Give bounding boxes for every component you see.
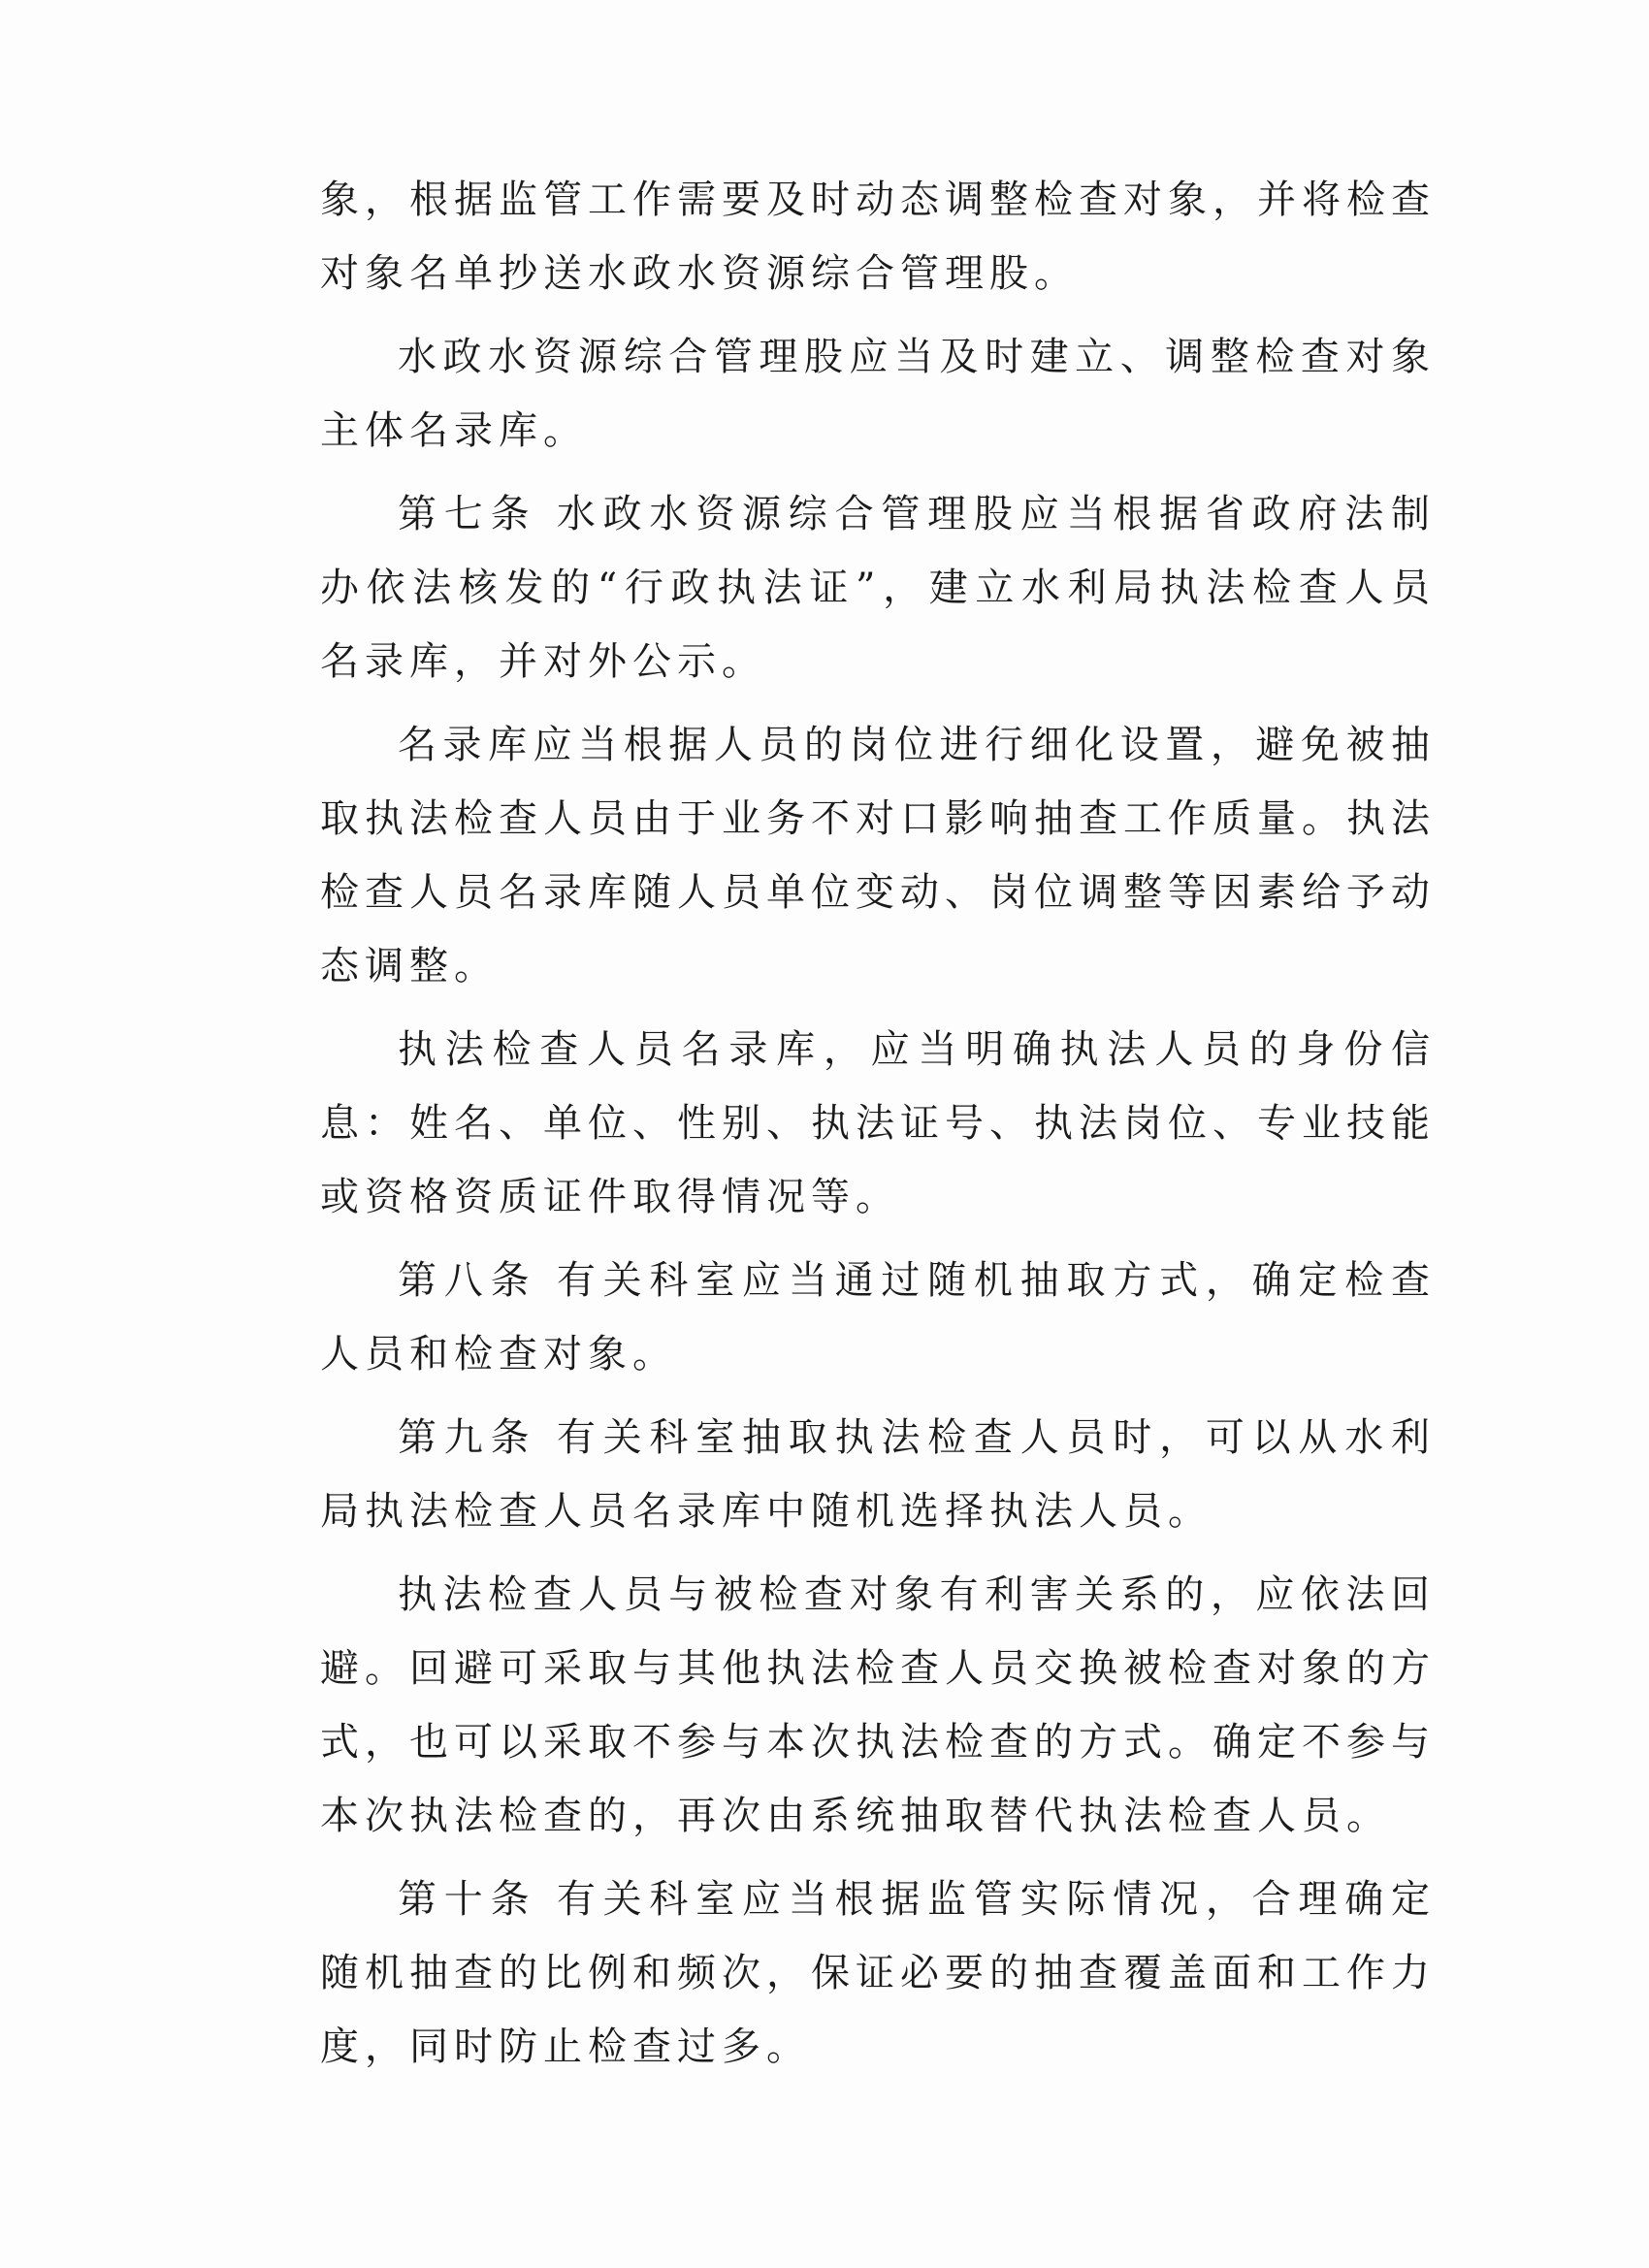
article-7: 第七条 水政水资源综合管理股应当根据省政府法制办依法核发的“行政执法证”，建立水利局执法检查人员名录库，并对外公示。: [320, 492, 1436, 684]
paragraph: 执法检查人员与被检查对象有利害关系的，应依法回避。回避可采取与其他执法检查人员交换被检查对象的方式，也可以采取不参与本次执法检查的方式。确定不参与本次执法检查的，再次由系统抽取替代执法检查人员。: [320, 1572, 1436, 1838]
paragraph: 执法检查人员名录库，应当明确执法人员的身份信息：姓名、单位、性别、执法证号、执法岗位、专业技能或资格资质证件取得情况等。: [320, 1027, 1436, 1219]
article-10: 第十条 有关科室应当根据监管实际情况，合理确定随机抽查的比例和频次，保证必要的抽查覆盖面和工作力度，同时防止检查过多。: [320, 1877, 1436, 2069]
paragraph: 名录库应当根据人员的岗位进行细化设置，避免被抽取执法检查人员由于业务不对口影响抽查工作质量。执法检查人员名录库随人员单位变动、岗位调整等因素给予动态调整。: [320, 723, 1436, 988]
article-9: 第九条 有关科室抽取执法检查人员时，可以从水利局执法检查人员名录库中随机选择执法人员。: [320, 1415, 1436, 1534]
paragraph-continuation: 象，根据监管工作需要及时动态调整检查对象，并将检查对象名单抄送水政水资源综合管理股。: [320, 178, 1436, 296]
article-8: 第八条 有关科室应当通过随机抽取方式，确定检查人员和检查对象。: [320, 1258, 1436, 1377]
paragraph: 水政水资源综合管理股应当及时建立、调整检查对象主体名录库。: [320, 335, 1436, 453]
document-body: [320, 163, 1436, 2093]
